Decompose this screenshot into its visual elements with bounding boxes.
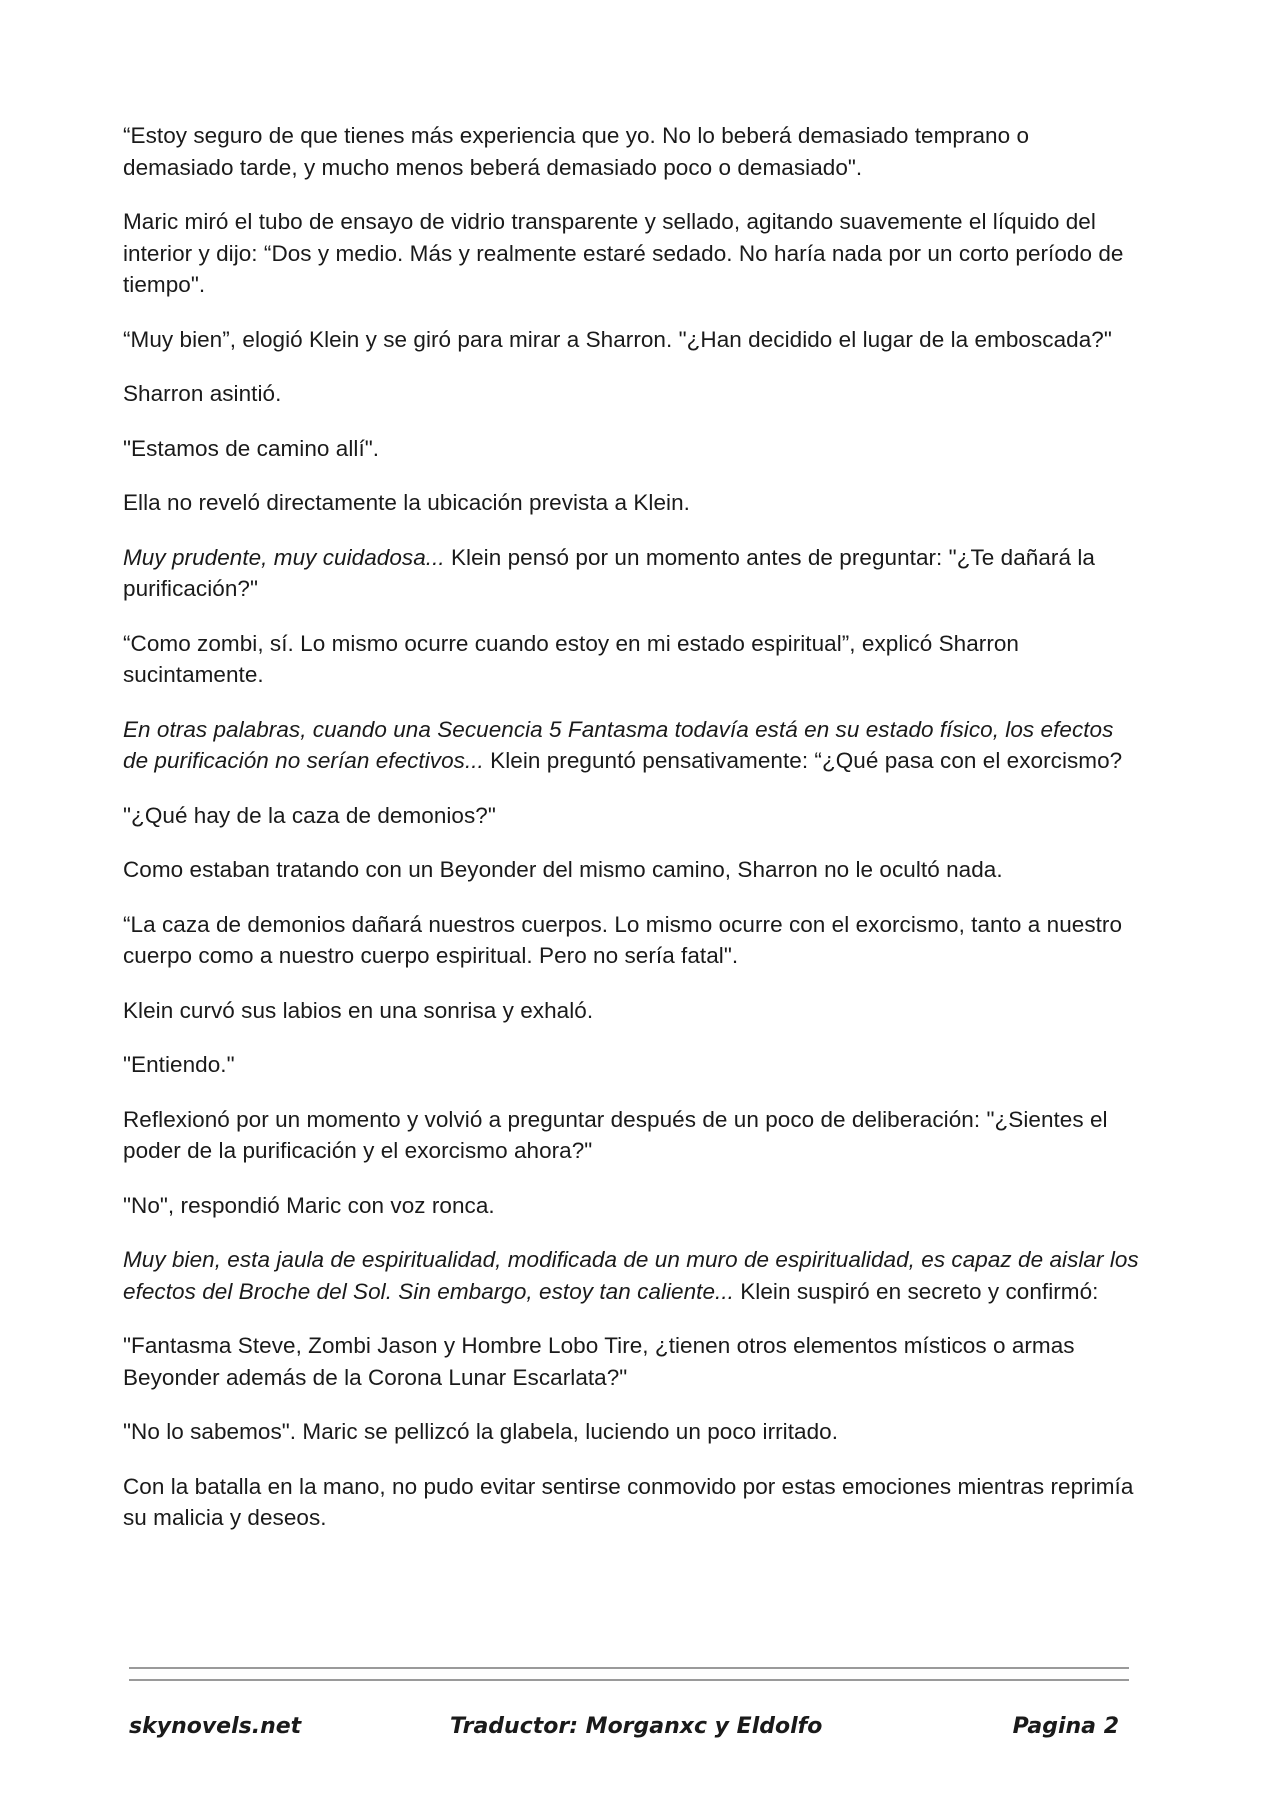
paragraph-text: "No lo sabemos". Maric se pellizcó la glabela, luciendo un poco irritado.: [123, 1419, 838, 1444]
paragraph: [123, 1416, 1143, 1448]
paragraph-text: Klein pensó por un momento antes de preguntar: "¿Te dañará la purificación?": [123, 544, 1095, 601]
paragraph: [123, 628, 1143, 691]
paragraph: [123, 120, 1143, 183]
paragraph-text: Klein preguntó pensativamente: “¿Qué pasa con el exorcismo?: [483, 748, 1123, 773]
paragraph-text: "¿Qué hay de la caza de demonios?": [123, 802, 496, 828]
paragraph: [123, 1104, 1143, 1167]
paragraph-italic-text: Muy bien, esta jaula de espiritualidad, modificada de un muro de espiritualidad, es capaz de aislar los efectos del Broche del Sol. Sin embargo, estoy tan caliente...: [123, 1247, 1139, 1304]
footer-rule-top: [129, 1667, 1129, 1669]
footer-divider: [129, 1667, 1129, 1691]
paragraph-text: Klein curvó sus labios en una sonrisa y exhaló.: [123, 997, 594, 1023]
paragraph-text: Con la batalla en la mano, no pudo evitar sentirse conmovido por estas emociones mientras reprimía su malicia y deseos.: [123, 1473, 1134, 1530]
paragraph-text: Ella no reveló directamente la ubicación prevista a Klein.: [123, 490, 690, 515]
footer-rule-bottom: [129, 1679, 1129, 1681]
paragraph: [123, 995, 1143, 1027]
paragraph: [123, 714, 1143, 777]
paragraph-text: "No", respondió Maric con voz ronca.: [123, 1192, 495, 1218]
paragraph-italic-text: En otras palabras, cuando una Secuencia 5 Fantasma todavía está en su estado físico, los efectos de purificación no serían efectivos...: [123, 716, 1114, 773]
paragraph: [123, 909, 1143, 972]
paragraph: [123, 1244, 1143, 1307]
paragraph: [123, 1190, 1143, 1222]
paragraph: [123, 542, 1143, 605]
paragraph-text: “Como zombi, sí. Lo mismo ocurre cuando estoy en mi estado espiritual”, explicó Sharron sucintamente.: [123, 630, 1019, 687]
paragraph: [123, 378, 1143, 410]
page-footer: [129, 1714, 1129, 1754]
footer-site: skynovels.net: [129, 1714, 302, 1739]
paragraph: [123, 206, 1143, 301]
paragraph-text: "Estamos de camino allí".: [123, 435, 380, 461]
paragraph-text: Sharron asintió.: [123, 381, 282, 406]
footer-page-number: Pagina 2: [1012, 1714, 1119, 1739]
paragraph: [123, 1471, 1143, 1534]
paragraph-text: “Estoy seguro de que tienes más experiencia que yo. No lo beberá demasiado temprano o demasiado tarde, y mucho menos beberá demasiado poco o demasiado".: [123, 123, 1030, 180]
footer-translator: Traductor: Morganxc y Eldolfo: [450, 1714, 823, 1739]
paragraph: [123, 433, 1143, 465]
paragraph-text: Reflexionó por un momento y volvió a preguntar después de un poco de deliberación: "¿Sientes el poder de la purificación y el exorcismo ahora?": [123, 1106, 1108, 1163]
paragraph: [123, 487, 1143, 519]
paragraph: [123, 324, 1143, 356]
paragraph-text: “Muy bien”, elogió Klein y se giró para mirar a Sharron. "¿Han decidido el lugar de la emboscada?": [123, 326, 1112, 352]
paragraph: [123, 854, 1143, 886]
paragraph-text: Como estaban tratando con un Beyonder del mismo camino, Sharron no le ocultó nada.: [123, 857, 1003, 882]
paragraph: [123, 800, 1143, 832]
paragraph: [123, 1049, 1143, 1081]
paragraph-text: "Entiendo.": [123, 1052, 235, 1077]
paragraph-text: Klein suspiró en secreto y confirmó:: [733, 1278, 1099, 1304]
paragraph: [123, 1330, 1143, 1393]
paragraph-text: "Fantasma Steve, Zombi Jason y Hombre Lobo Tire, ¿tienen otros elementos místicos o armas Beyonder además de la Corona Lunar Escarlata?": [123, 1333, 1075, 1390]
document-body: [123, 120, 1143, 1557]
paragraph-text: “La caza de demonios dañará nuestros cuerpos. Lo mismo ocurre con el exorcismo, tanto a nuestro cuerpo como a nuestro cuerpo espiritual. Pero no sería fatal".: [123, 911, 1123, 968]
paragraph-italic-text: Muy prudente, muy cuidadosa...: [123, 544, 445, 570]
paragraph-text: Maric miró el tubo de ensayo de vidrio transparente y sellado, agitando suavemente el líquido del interior y dijo: “Dos y medio. Más y realmente estaré sedado. No haría nada por un corto período de tiempo".: [123, 209, 1124, 297]
